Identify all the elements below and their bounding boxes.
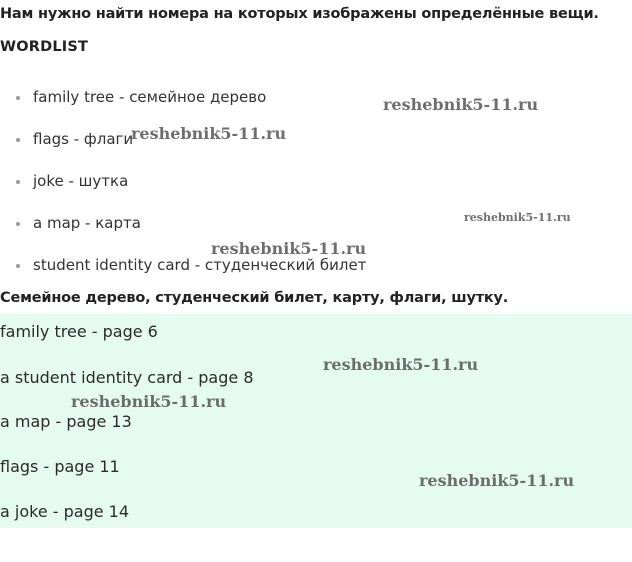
answer-line: flags - page 11 — [0, 457, 120, 476]
watermark: reshebnik5-11.ru — [464, 211, 571, 224]
task-statement: Нам нужно найти номера на которых изображены определённые вещи. — [0, 6, 599, 22]
watermark: reshebnik5-11.ru — [211, 239, 367, 258]
bullet-icon — [16, 180, 20, 184]
watermark: reshebnik5-11.ru — [383, 95, 539, 114]
answer-heading: Семейное дерево, студенческий билет, карту, флаги, шутку. — [0, 290, 509, 306]
answer-line: family tree - page 6 — [0, 322, 158, 341]
bullet-icon — [16, 264, 20, 268]
watermark: reshebnik5-11.ru — [323, 355, 479, 374]
watermark: reshebnik5-11.ru — [131, 124, 287, 143]
bullet-icon — [16, 96, 20, 100]
bullet-icon — [16, 222, 20, 226]
list-item — [0, 170, 632, 212]
answer-line: a joke - page 14 — [0, 502, 130, 521]
wordlist-entry: student identity card - студенческий билет — [33, 256, 367, 274]
wordlist — [0, 86, 632, 296]
watermark: reshebnik5-11.ru — [419, 471, 575, 490]
wordlist-heading: WORDLIST — [0, 39, 89, 55]
wordlist-entry: family tree - семейное дерево — [33, 88, 267, 106]
wordlist-entry: joke - шутка — [33, 172, 129, 190]
bullet-icon — [16, 138, 20, 142]
list-item — [0, 128, 632, 170]
wordlist-entry: flags - флаги — [33, 130, 134, 148]
answer-box — [0, 314, 632, 528]
wordlist-entry: a map - карта — [33, 214, 141, 232]
answer-line: a student identity card - page 8 — [0, 368, 254, 387]
watermark: reshebnik5-11.ru — [71, 392, 227, 411]
answer-line: a map - page 13 — [0, 412, 132, 431]
